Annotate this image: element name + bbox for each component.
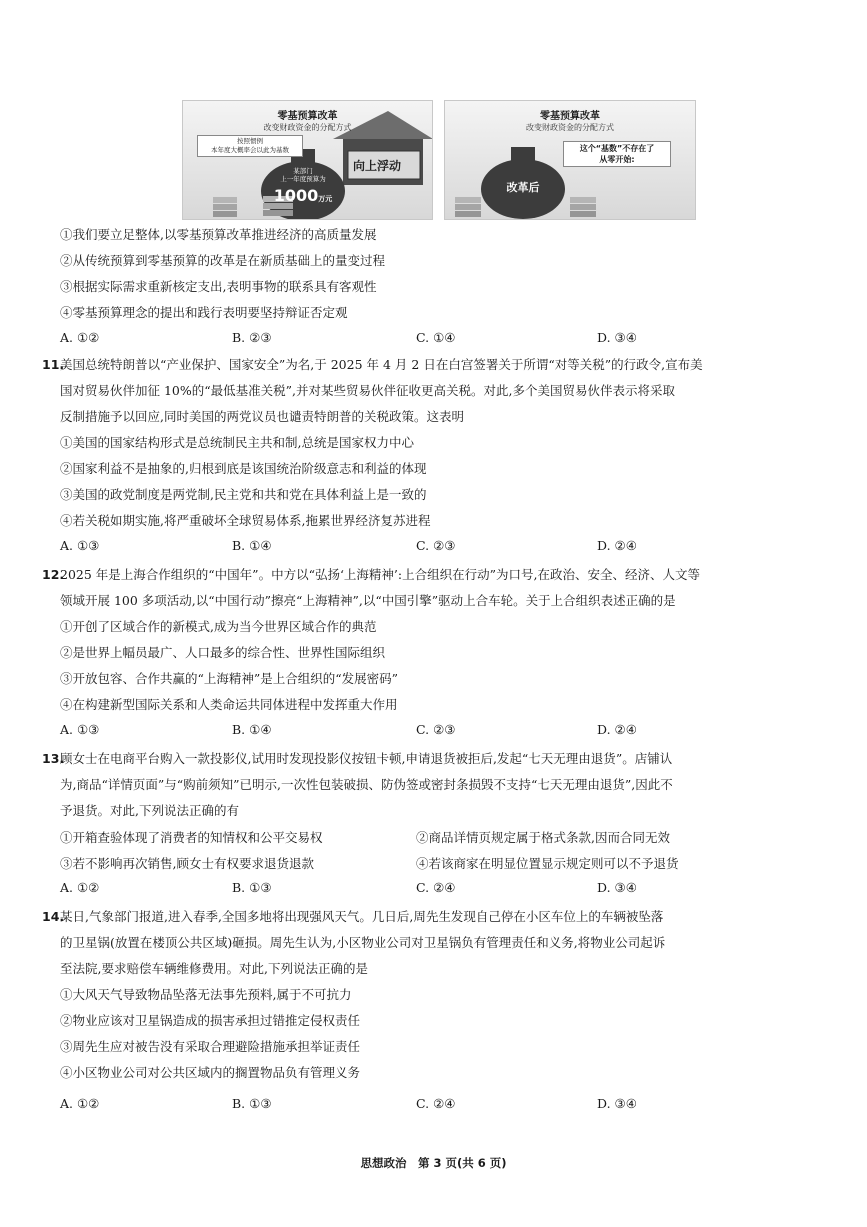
q12-statement-3: ③开放包容、合作共赢的“上海精神”是上合组织的“发展密码” (60, 671, 399, 686)
zero-based-budget-figure-after (444, 100, 696, 220)
figure-subtitle: 改变财政资金的分配方式 (263, 123, 352, 132)
option-d: D. ③④ (597, 330, 637, 345)
option-c: C. ①④ (416, 330, 456, 345)
option-d: D. ③④ (597, 1096, 637, 1111)
question-number: 11. (42, 357, 65, 372)
q14-options (60, 1096, 760, 1114)
q14-statement-1: ①大风天气导致物品坠落无法事先预料,属于不可抗力 (60, 987, 352, 1002)
q11-statement-3: ③美国的政党制度是两党制,民主党和共和党在具体利益上是一致的 (60, 487, 427, 502)
page-footer: 思想政治 第 3 页(共 6 页) (360, 1156, 507, 1170)
q13-stem-line-1: 13.顾女士在电商平台购入一款投影仪,试用时发现投影仪按钮卡顿,申请退货被拒后,发起“七天无理由退货”。店铺认 (42, 751, 673, 766)
option-a: A. ①③ (60, 538, 100, 553)
question-number: 14. (42, 909, 65, 924)
question-number: 13. (42, 751, 65, 766)
option-c: C. ②④ (416, 880, 456, 895)
q11-statement-1: ①美国的国家结构形式是总统制民主共和制,总统是国家权力中心 (60, 435, 414, 450)
bag-caption: 改革后 (506, 181, 540, 194)
q13-stem-line-3: 予退货。对此,下列说法正确的有 (60, 803, 239, 818)
q12-stem-line-1: 12.2025 年是上海合作组织的“中国年”。中方以“弘扬‘上海精神’:上合组织在行动”为口号,在政治、安全、经济、人文等 (42, 567, 700, 582)
zero-based-budget-figure-before (182, 100, 433, 220)
option-a: A. ①③ (60, 722, 100, 737)
q14-stem-line-2: 的卫星锅(放置在楼顶公共区域)砸损。周先生认为,小区物业公司对卫星锅负有管理责任和义务,将物业公司起诉 (60, 935, 666, 950)
q13-statement-1: ①开箱查验体现了消费者的知情权和公平交易权 (60, 830, 323, 845)
q14-stem-line-1: 14.某日,气象部门报道,进入春季,全国多地将出现强风天气。几日后,周先生发现自己停在小区车位上的车辆被坠落 (42, 909, 664, 924)
option-c: C. ②③ (416, 722, 456, 737)
option-b: B. ①④ (232, 722, 272, 737)
q12-statement-2: ②是世界上幅员最广、人口最多的综合性、世界性国际组织 (60, 645, 386, 660)
option-b: B. ①④ (232, 538, 272, 553)
q11-stem-line-3: 反制措施予以回应,同时美国的两党议员也谴责特朗普的关税政策。这表明 (60, 409, 464, 424)
option-b: B. ②③ (232, 330, 272, 345)
option-a: A. ①② (60, 880, 100, 895)
q14-statement-4: ④小区物业公司对公共区域内的搁置物品负有管理义务 (60, 1065, 361, 1080)
bag-caption: 某部门 上一年度预算为 (280, 167, 326, 183)
q11-statement-4: ④若关税如期实施,将严重破坏全球贸易体系,拖累世界经济复苏进程 (60, 513, 431, 528)
q13-stem-line-2: 为,商品“详情页面”与“购前须知”已明示,一次性包装破损、防伪签或密封条损毁不支持“七天无理由退货”,因此不 (60, 777, 673, 792)
option-b: B. ①③ (232, 1096, 272, 1111)
question-number: 12. (42, 567, 65, 582)
q10-statement-2: ②从传统预算到零基预算的改革是在新质基础上的量变过程 (60, 253, 386, 268)
q13-statement-3: ③若不影响再次销售,顾女士有权要求退货退款 (60, 856, 314, 871)
arrow-label: 向上浮动 (353, 159, 402, 173)
bag-amount: 1000万元 (273, 186, 333, 205)
q12-options (60, 722, 760, 740)
q12-statement-4: ④在构建新型国际关系和人类命运共同体进程中发挥重大作用 (60, 697, 398, 712)
option-d: D. ②④ (597, 722, 637, 737)
q10-statement-1: ①我们要立足整体,以零基预算改革推进经济的高质量发展 (60, 227, 377, 242)
q11-options (60, 538, 760, 556)
q12-stem-line-2: 领域开展 100 多项活动,以“中国行动”擦亮“上海精神”,以“中国引擎”驱动上合车轮。关于上合组织表述正确的是 (60, 593, 676, 608)
q10-options (60, 330, 760, 348)
q14-statement-3: ③周先生应对被告没有采取合理避险措施承担举证责任 (60, 1039, 361, 1054)
q14-stem-line-3: 至法院,要求赔偿车辆维修费用。对此,下列说法正确的是 (60, 961, 368, 976)
q12-statement-1: ①开创了区域合作的新模式,成为当今世界区域合作的典范 (60, 619, 377, 634)
q13-statement-4: ④若该商家在明显位置显示规定则可以不予退货 (416, 856, 679, 871)
q10-statement-3: ③根据实际需求重新核定支出,表明事物的联系具有客观性 (60, 279, 377, 294)
figure-subtitle: 改变财政资金的分配方式 (526, 123, 614, 132)
figure-note: 按照惯例 本年度大概率会以此为基数 (197, 135, 303, 157)
option-d: D. ②④ (597, 538, 637, 553)
q11-statement-2: ②国家利益不是抽象的,归根到底是该国统治阶级意志和利益的体现 (60, 461, 427, 476)
option-a: A. ①② (60, 330, 100, 345)
option-c: C. ②④ (416, 1096, 456, 1111)
figure-note: 这个“基数”不存在了 从零开始: (563, 141, 671, 167)
q14-statement-2: ②物业应该对卫星锅造成的损害承担过错推定侵权责任 (60, 1013, 361, 1028)
q11-stem-line-2: 国对贸易伙伴加征 10%的“最低基准关税”,并对某些贸易伙伴征收更高关税。对此,多个美国贸易伙伴表示将采取 (60, 383, 675, 398)
option-c: C. ②③ (416, 538, 456, 553)
option-d: D. ③④ (597, 880, 637, 895)
figure-title: 零基预算改革 (540, 111, 600, 122)
q13-options (60, 880, 760, 898)
figure-title: 零基预算改革 (277, 111, 338, 122)
option-b: B. ①③ (232, 880, 272, 895)
q13-statement-2: ②商品详情页规定属于格式条款,因而合同无效 (416, 830, 670, 845)
q10-statement-4: ④零基预算理念的提出和践行表明要坚持辩证否定观 (60, 305, 348, 320)
option-a: A. ①② (60, 1096, 100, 1111)
q11-stem-line-1: 11.美国总统特朗普以“产业保护、国家安全”为名,于 2025 年 4 月 2 日在白宫签署关于所谓“对等关税”的行政令,宣布美 (42, 357, 703, 372)
